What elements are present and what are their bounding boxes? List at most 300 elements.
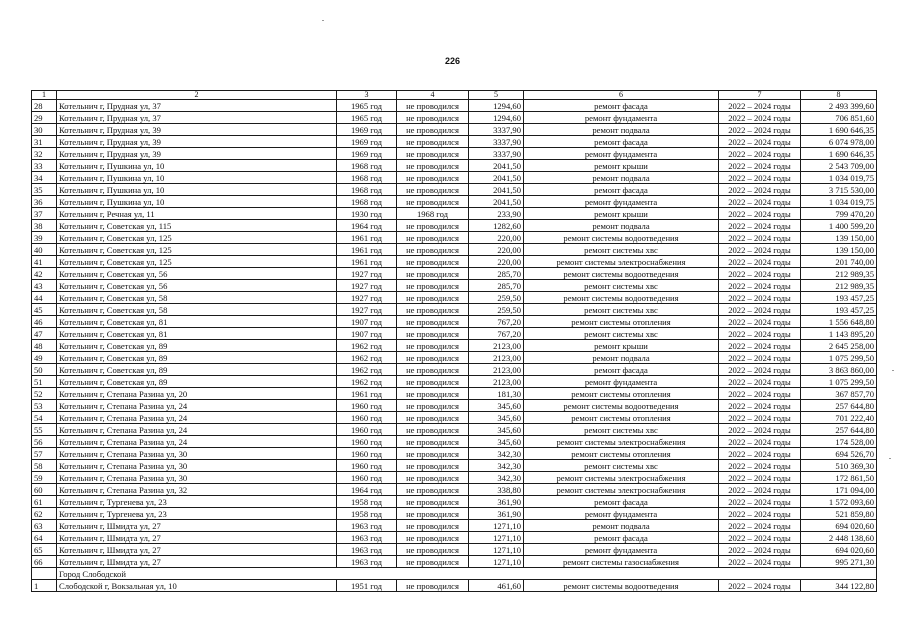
- last-overhaul-cell: не проводился: [397, 136, 469, 148]
- area-cell: 220,00: [469, 256, 524, 268]
- area-cell: 3337,90: [469, 148, 524, 160]
- works-type-cell: ремонт крыши: [524, 208, 719, 220]
- area-cell: 767,20: [469, 328, 524, 340]
- area-cell: 3337,90: [469, 124, 524, 136]
- works-type-cell: ремонт фундамента: [524, 112, 719, 124]
- built-year-cell: 1958 год: [337, 496, 397, 508]
- cost-cell: 257 644,80: [801, 400, 877, 412]
- period-cell: 2022 – 2024 годы: [719, 532, 801, 544]
- row-number: 38: [32, 220, 57, 232]
- built-year-cell: 1963 год: [337, 556, 397, 568]
- scan-speck: [889, 458, 891, 459]
- cost-cell: 510 369,30: [801, 460, 877, 472]
- works-type-cell: ремонт системы хвс: [524, 304, 719, 316]
- works-type-cell: ремонт фундамента: [524, 544, 719, 556]
- last-overhaul-cell: не проводился: [397, 448, 469, 460]
- area-cell: 342,30: [469, 472, 524, 484]
- works-type-cell: ремонт системы водоотведения: [524, 580, 719, 592]
- row-number: 54: [32, 412, 57, 424]
- works-type-cell: ремонт системы водоотведения: [524, 232, 719, 244]
- row-number: 42: [32, 268, 57, 280]
- cost-cell: 3 863 860,00: [801, 364, 877, 376]
- row-number: 48: [32, 340, 57, 352]
- table-row: [32, 424, 877, 436]
- row-number: 31: [32, 136, 57, 148]
- period-cell: 2022 – 2024 годы: [719, 400, 801, 412]
- cost-cell: 701 222,40: [801, 412, 877, 424]
- works-type-cell: ремонт системы отопления: [524, 412, 719, 424]
- cost-cell: 172 861,50: [801, 472, 877, 484]
- table-row: [32, 256, 877, 268]
- last-overhaul-cell: не проводился: [397, 352, 469, 364]
- last-overhaul-cell: не проводился: [397, 220, 469, 232]
- table-row: [32, 328, 877, 340]
- address-cell: Котельнич г, Степана Разина ул, 30: [57, 472, 337, 484]
- works-type-cell: ремонт системы электроснабжения: [524, 256, 719, 268]
- works-type-cell: ремонт фундамента: [524, 196, 719, 208]
- row-number: 59: [32, 472, 57, 484]
- period-cell: 2022 – 2024 годы: [719, 256, 801, 268]
- works-type-cell: ремонт системы водоотведения: [524, 292, 719, 304]
- cost-cell: 193 457,25: [801, 292, 877, 304]
- table-row: [32, 364, 877, 376]
- area-cell: 342,30: [469, 460, 524, 472]
- table-row: [32, 280, 877, 292]
- works-type-cell: ремонт системы хвс: [524, 280, 719, 292]
- row-number: 45: [32, 304, 57, 316]
- table-row: [32, 316, 877, 328]
- period-cell: 2022 – 2024 годы: [719, 268, 801, 280]
- table-row: [32, 400, 877, 412]
- address-cell: Котельнич г, Речная ул, 11: [57, 208, 337, 220]
- area-cell: 2123,00: [469, 364, 524, 376]
- row-number: 1: [32, 580, 57, 592]
- period-cell: 2022 – 2024 годы: [719, 544, 801, 556]
- row-number: 39: [32, 232, 57, 244]
- address-cell: Котельнич г, Советская ул, 115: [57, 220, 337, 232]
- built-year-cell: 1961 год: [337, 244, 397, 256]
- built-year-cell: 1960 год: [337, 460, 397, 472]
- table-row: [32, 244, 877, 256]
- area-cell: 1282,60: [469, 220, 524, 232]
- address-cell: Котельнич г, Советская ул, 89: [57, 376, 337, 388]
- cost-cell: 1 400 599,20: [801, 220, 877, 232]
- period-cell: 2022 – 2024 годы: [719, 556, 801, 568]
- table-row: [32, 532, 877, 544]
- last-overhaul-cell: не проводился: [397, 424, 469, 436]
- row-number: 44: [32, 292, 57, 304]
- works-type-cell: ремонт фундамента: [524, 508, 719, 520]
- row-number: 34: [32, 172, 57, 184]
- address-cell: Котельнич г, Советская ул, 81: [57, 316, 337, 328]
- works-type-cell: ремонт системы электроснабжения: [524, 436, 719, 448]
- table-row: [32, 556, 877, 568]
- address-cell: Котельнич г, Шмидта ул, 27: [57, 556, 337, 568]
- column-number: 7: [719, 91, 801, 100]
- table-row: [32, 172, 877, 184]
- column-number: 2: [57, 91, 337, 100]
- period-cell: 2022 – 2024 годы: [719, 364, 801, 376]
- works-type-cell: ремонт фасада: [524, 496, 719, 508]
- area-cell: 259,50: [469, 292, 524, 304]
- table-row: [32, 112, 877, 124]
- area-cell: 2041,50: [469, 160, 524, 172]
- cost-cell: 521 859,80: [801, 508, 877, 520]
- cost-cell: 139 150,00: [801, 232, 877, 244]
- last-overhaul-cell: не проводился: [397, 268, 469, 280]
- table-row: [32, 436, 877, 448]
- address-cell: Котельнич г, Советская ул, 58: [57, 304, 337, 316]
- built-year-cell: 1968 год: [337, 172, 397, 184]
- period-cell: 2022 – 2024 годы: [719, 424, 801, 436]
- row-number: 55: [32, 424, 57, 436]
- row-number: 29: [32, 112, 57, 124]
- period-cell: 2022 – 2024 годы: [719, 136, 801, 148]
- cost-cell: 171 094,00: [801, 484, 877, 496]
- period-cell: 2022 – 2024 годы: [719, 460, 801, 472]
- last-overhaul-cell: не проводился: [397, 172, 469, 184]
- last-overhaul-cell: не проводился: [397, 556, 469, 568]
- column-number: 3: [337, 91, 397, 100]
- table-row: [32, 580, 877, 592]
- cost-cell: 367 857,70: [801, 388, 877, 400]
- row-number: 60: [32, 484, 57, 496]
- works-type-cell: ремонт фасада: [524, 364, 719, 376]
- period-cell: 2022 – 2024 годы: [719, 412, 801, 424]
- works-type-cell: ремонт системы хвс: [524, 328, 719, 340]
- cost-cell: 212 989,35: [801, 280, 877, 292]
- table-row: [32, 484, 877, 496]
- address-cell: Котельнич г, Шмидта ул, 27: [57, 520, 337, 532]
- row-number: 37: [32, 208, 57, 220]
- table-row: [32, 388, 877, 400]
- built-year-cell: 1960 год: [337, 412, 397, 424]
- row-number: 66: [32, 556, 57, 568]
- period-cell: 2022 – 2024 годы: [719, 472, 801, 484]
- area-cell: 2041,50: [469, 172, 524, 184]
- section-heading-row: [32, 568, 877, 580]
- cost-cell: 694 020,60: [801, 544, 877, 556]
- works-type-cell: ремонт системы хвс: [524, 424, 719, 436]
- cost-cell: 344 122,80: [801, 580, 877, 592]
- works-type-cell: ремонт системы водоотведения: [524, 400, 719, 412]
- built-year-cell: 1960 год: [337, 400, 397, 412]
- last-overhaul-cell: не проводился: [397, 292, 469, 304]
- address-cell: Котельнич г, Степана Разина ул, 30: [57, 460, 337, 472]
- row-number: 33: [32, 160, 57, 172]
- cost-cell: 2 448 138,60: [801, 532, 877, 544]
- period-cell: 2022 – 2024 годы: [719, 280, 801, 292]
- address-cell: Котельнич г, Советская ул, 56: [57, 280, 337, 292]
- address-cell: Котельнич г, Тургенева ул, 23: [57, 496, 337, 508]
- address-cell: Котельнич г, Советская ул, 56: [57, 268, 337, 280]
- area-cell: 285,70: [469, 280, 524, 292]
- cost-cell: 2 543 709,00: [801, 160, 877, 172]
- built-year-cell: 1961 год: [337, 232, 397, 244]
- cost-cell: 694 020,60: [801, 520, 877, 532]
- works-type-cell: ремонт системы отопления: [524, 448, 719, 460]
- period-cell: 2022 – 2024 годы: [719, 100, 801, 112]
- area-cell: 2123,00: [469, 340, 524, 352]
- period-cell: 2022 – 2024 годы: [719, 184, 801, 196]
- address-cell: Котельнич г, Советская ул, 89: [57, 364, 337, 376]
- works-type-cell: ремонт подвала: [524, 352, 719, 364]
- built-year-cell: 1962 год: [337, 364, 397, 376]
- works-type-cell: ремонт подвала: [524, 220, 719, 232]
- period-cell: 2022 – 2024 годы: [719, 124, 801, 136]
- built-year-cell: 1960 год: [337, 424, 397, 436]
- column-number-row: [32, 91, 877, 100]
- period-cell: 2022 – 2024 годы: [719, 220, 801, 232]
- cost-cell: 1 034 019,75: [801, 196, 877, 208]
- built-year-cell: 1951 год: [337, 580, 397, 592]
- table-row: [32, 412, 877, 424]
- address-cell: Котельнич г, Степана Разина ул, 24: [57, 424, 337, 436]
- page-number: 226: [444, 56, 461, 66]
- table-row: [32, 448, 877, 460]
- period-cell: 2022 – 2024 годы: [719, 436, 801, 448]
- address-cell: Котельнич г, Пушкина ул, 10: [57, 184, 337, 196]
- last-overhaul-cell: не проводился: [397, 484, 469, 496]
- period-cell: 2022 – 2024 годы: [719, 520, 801, 532]
- address-cell: Котельнич г, Советская ул, 89: [57, 352, 337, 364]
- cost-cell: 1 034 019,75: [801, 172, 877, 184]
- built-year-cell: 1969 год: [337, 136, 397, 148]
- table-body: [32, 100, 877, 592]
- area-cell: 1271,10: [469, 556, 524, 568]
- works-type-cell: ремонт фундамента: [524, 148, 719, 160]
- table-row: [32, 376, 877, 388]
- works-type-cell: ремонт системы хвс: [524, 244, 719, 256]
- row-number: 30: [32, 124, 57, 136]
- works-type-cell: ремонт системы водоотведения: [524, 268, 719, 280]
- row-number: 51: [32, 376, 57, 388]
- built-year-cell: 1907 год: [337, 316, 397, 328]
- cost-cell: 995 271,30: [801, 556, 877, 568]
- address-cell: Котельнич г, Советская ул, 58: [57, 292, 337, 304]
- table-row: [32, 544, 877, 556]
- address-cell: Котельнич г, Пушкина ул, 10: [57, 160, 337, 172]
- cost-cell: 1 143 895,20: [801, 328, 877, 340]
- last-overhaul-cell: не проводился: [397, 436, 469, 448]
- address-cell: Котельнич г, Степана Разина ул, 24: [57, 400, 337, 412]
- built-year-cell: 1961 год: [337, 256, 397, 268]
- table-row: [32, 304, 877, 316]
- address-cell: Котельнич г, Пушкина ул, 10: [57, 196, 337, 208]
- area-cell: 2041,50: [469, 196, 524, 208]
- works-type-cell: ремонт крыши: [524, 340, 719, 352]
- address-cell: Котельнич г, Пушкина ул, 10: [57, 172, 337, 184]
- period-cell: 2022 – 2024 годы: [719, 160, 801, 172]
- period-cell: 2022 – 2024 годы: [719, 292, 801, 304]
- table-row: [32, 196, 877, 208]
- built-year-cell: 1962 год: [337, 352, 397, 364]
- cost-cell: 139 150,00: [801, 244, 877, 256]
- last-overhaul-cell: не проводился: [397, 580, 469, 592]
- area-cell: 181,30: [469, 388, 524, 400]
- cost-cell: 2 645 258,00: [801, 340, 877, 352]
- works-type-cell: ремонт системы электроснабжения: [524, 472, 719, 484]
- table-row: [32, 340, 877, 352]
- column-number: 5: [469, 91, 524, 100]
- built-year-cell: 1968 год: [337, 196, 397, 208]
- built-year-cell: 1927 год: [337, 304, 397, 316]
- period-cell: 2022 – 2024 годы: [719, 328, 801, 340]
- area-cell: 361,90: [469, 496, 524, 508]
- works-type-cell: ремонт системы хвс: [524, 460, 719, 472]
- built-year-cell: 1962 год: [337, 340, 397, 352]
- period-cell: 2022 – 2024 годы: [719, 448, 801, 460]
- last-overhaul-cell: не проводился: [397, 472, 469, 484]
- area-cell: 345,60: [469, 412, 524, 424]
- period-cell: 2022 – 2024 годы: [719, 376, 801, 388]
- works-type-cell: ремонт крыши: [524, 160, 719, 172]
- table-row: [32, 100, 877, 112]
- period-cell: 2022 – 2024 годы: [719, 244, 801, 256]
- last-overhaul-cell: не проводился: [397, 340, 469, 352]
- table-row: [32, 160, 877, 172]
- area-cell: 1271,10: [469, 532, 524, 544]
- built-year-cell: 1927 год: [337, 292, 397, 304]
- address-cell: Котельнич г, Советская ул, 125: [57, 232, 337, 244]
- area-cell: 342,30: [469, 448, 524, 460]
- address-cell: Котельнич г, Прудная ул, 39: [57, 136, 337, 148]
- row-number: 50: [32, 364, 57, 376]
- address-cell: Котельнич г, Прудная ул, 39: [57, 148, 337, 160]
- built-year-cell: 1960 год: [337, 448, 397, 460]
- built-year-cell: 1927 год: [337, 268, 397, 280]
- area-cell: 2123,00: [469, 376, 524, 388]
- period-cell: 2022 – 2024 годы: [719, 352, 801, 364]
- row-number: 47: [32, 328, 57, 340]
- section-title: Город Слободской: [57, 568, 877, 580]
- period-cell: 2022 – 2024 годы: [719, 508, 801, 520]
- address-cell: Котельнич г, Шмидта ул, 27: [57, 544, 337, 556]
- last-overhaul-cell: не проводился: [397, 544, 469, 556]
- address-cell: Котельнич г, Степана Разина ул, 24: [57, 436, 337, 448]
- built-year-cell: 1958 год: [337, 508, 397, 520]
- last-overhaul-cell: не проводился: [397, 508, 469, 520]
- area-cell: 220,00: [469, 232, 524, 244]
- row-number: 28: [32, 100, 57, 112]
- built-year-cell: 1927 год: [337, 280, 397, 292]
- built-year-cell: 1961 год: [337, 388, 397, 400]
- period-cell: 2022 – 2024 годы: [719, 340, 801, 352]
- built-year-cell: 1969 год: [337, 148, 397, 160]
- last-overhaul-cell: 1968 год: [397, 208, 469, 220]
- works-type-cell: ремонт фасада: [524, 184, 719, 196]
- period-cell: 2022 – 2024 годы: [719, 172, 801, 184]
- built-year-cell: 1968 год: [337, 184, 397, 196]
- works-type-cell: ремонт фасада: [524, 532, 719, 544]
- works-type-cell: ремонт фасада: [524, 136, 719, 148]
- row-number: 53: [32, 400, 57, 412]
- last-overhaul-cell: не проводился: [397, 304, 469, 316]
- table-row: [32, 352, 877, 364]
- area-cell: 233,90: [469, 208, 524, 220]
- last-overhaul-cell: не проводился: [397, 148, 469, 160]
- period-cell: 2022 – 2024 годы: [719, 148, 801, 160]
- built-year-cell: 1963 год: [337, 532, 397, 544]
- built-year-cell: 1930 год: [337, 208, 397, 220]
- period-cell: 2022 – 2024 годы: [719, 316, 801, 328]
- last-overhaul-cell: не проводился: [397, 256, 469, 268]
- cost-cell: 201 740,00: [801, 256, 877, 268]
- built-year-cell: 1960 год: [337, 436, 397, 448]
- area-cell: 1294,60: [469, 100, 524, 112]
- last-overhaul-cell: не проводился: [397, 124, 469, 136]
- works-type-cell: ремонт подвала: [524, 520, 719, 532]
- area-cell: 461,60: [469, 580, 524, 592]
- row-number: 40: [32, 244, 57, 256]
- table-row: [32, 268, 877, 280]
- last-overhaul-cell: не проводился: [397, 400, 469, 412]
- address-cell: Слободской г, Вокзальная ул, 10: [57, 580, 337, 592]
- last-overhaul-cell: не проводился: [397, 316, 469, 328]
- last-overhaul-cell: не проводился: [397, 412, 469, 424]
- works-type-cell: ремонт системы отопления: [524, 316, 719, 328]
- built-year-cell: 1960 год: [337, 472, 397, 484]
- address-cell: Котельнич г, Советская ул, 125: [57, 244, 337, 256]
- row-number: 63: [32, 520, 57, 532]
- area-cell: 259,50: [469, 304, 524, 316]
- built-year-cell: 1965 год: [337, 112, 397, 124]
- area-cell: 1271,10: [469, 520, 524, 532]
- table-row: [32, 292, 877, 304]
- address-cell: Котельнич г, Степана Разина ул, 30: [57, 448, 337, 460]
- scan-speck: [892, 370, 894, 371]
- row-number: 43: [32, 280, 57, 292]
- last-overhaul-cell: не проводился: [397, 160, 469, 172]
- built-year-cell: 1907 год: [337, 328, 397, 340]
- last-overhaul-cell: не проводился: [397, 376, 469, 388]
- row-number: 36: [32, 196, 57, 208]
- last-overhaul-cell: не проводился: [397, 196, 469, 208]
- address-cell: Котельнич г, Прудная ул, 37: [57, 100, 337, 112]
- row-number: 46: [32, 316, 57, 328]
- cost-cell: 694 526,70: [801, 448, 877, 460]
- last-overhaul-cell: не проводился: [397, 184, 469, 196]
- period-cell: 2022 – 2024 годы: [719, 208, 801, 220]
- column-number: 8: [801, 91, 877, 100]
- works-type-cell: ремонт подвала: [524, 124, 719, 136]
- table-row: [32, 124, 877, 136]
- address-cell: Котельнич г, Советская ул, 81: [57, 328, 337, 340]
- area-cell: 2041,50: [469, 184, 524, 196]
- area-cell: 345,60: [469, 424, 524, 436]
- built-year-cell: 1964 год: [337, 220, 397, 232]
- row-number: 49: [32, 352, 57, 364]
- capital-repair-table: [31, 90, 877, 592]
- section-number-cell: [32, 568, 57, 580]
- cost-cell: 1 690 646,35: [801, 148, 877, 160]
- row-number: 32: [32, 148, 57, 160]
- table-row: [32, 184, 877, 196]
- row-number: 58: [32, 460, 57, 472]
- row-number: 57: [32, 448, 57, 460]
- cost-cell: 706 851,60: [801, 112, 877, 124]
- period-cell: 2022 – 2024 годы: [719, 388, 801, 400]
- works-type-cell: ремонт подвала: [524, 172, 719, 184]
- last-overhaul-cell: не проводился: [397, 496, 469, 508]
- works-type-cell: ремонт фасада: [524, 100, 719, 112]
- built-year-cell: 1969 год: [337, 124, 397, 136]
- area-cell: 285,70: [469, 268, 524, 280]
- built-year-cell: 1968 год: [337, 160, 397, 172]
- table-row: [32, 508, 877, 520]
- cost-cell: 6 074 978,00: [801, 136, 877, 148]
- row-number: 35: [32, 184, 57, 196]
